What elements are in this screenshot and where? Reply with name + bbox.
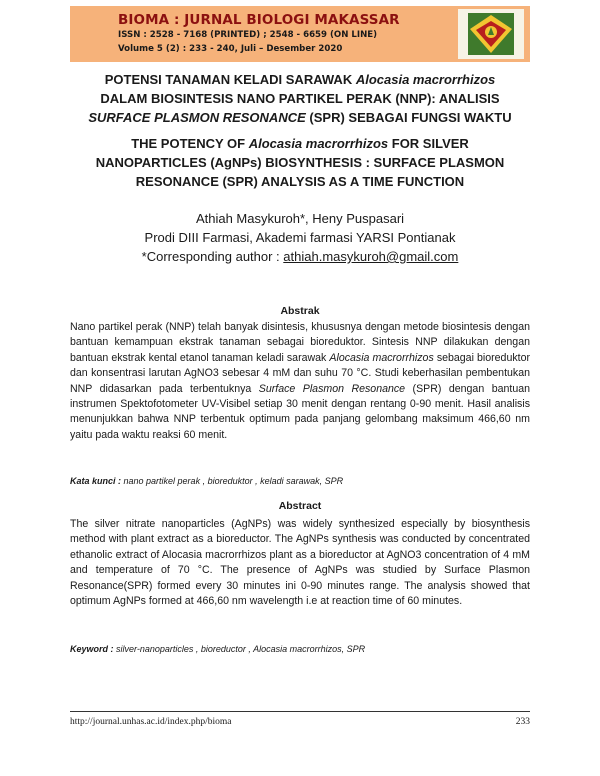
keyword-label: Keyword : xyxy=(70,644,114,654)
journal-issn: ISSN : 2528 - 7168 (PRINTED) ; 2548 - 6659 (ON LINE) xyxy=(118,30,378,40)
keyword xyxy=(70,644,530,654)
title-id-line-1: POTENSI TANAMAN KELADI SARAWAK Alocasia macrorrhizos xyxy=(104,72,496,87)
university-crest-icon xyxy=(458,9,524,59)
title-id-line-3: SURFACE PLASMON RESONANCE (SPR) SEBAGAI FUNGSI WAKTU xyxy=(88,110,512,125)
kata-kunci xyxy=(70,476,530,486)
kata-kunci-label: Kata kunci : xyxy=(70,476,122,486)
abstract-text: The silver nitrate nanoparticles (AgNPs) was widely synthesized especially by biosynthesis method with plant extract as a bioreductor. The AgNPs synthesis was conducted by concentrated ethanolic extract of Alocasia macrorrhizos plant as a bioreductor at AgNO3 concentration of 4 mM and temperature of 70 °C. The presence of AgNPs was studied by Surface Plasmon Resonance(SPR) formed every 30 minutes ini 0-90 minutes range. The analysis showed that optimum AgNPs formed at 466,60 nm wavelength i.e at reaction time of 60 minutes. xyxy=(70,518,530,608)
title-english xyxy=(70,134,530,191)
species-name: Alocasia macrorrhizos xyxy=(248,136,389,151)
author-block xyxy=(70,209,530,266)
page-number: 233 xyxy=(515,717,530,727)
journal-title: BIOMA : JURNAL BIOLOGI MAKASSAR xyxy=(118,12,400,28)
title-en-line-1: THE POTENCY OF Alocasia macrorrhizos FOR SILVER xyxy=(131,136,469,151)
title-en-line-2: NANOPARTICLES (AgNPs) BIOSYNTHESIS : SURFACE PLASMON xyxy=(95,155,505,170)
author-email-link[interactable]: athiah.masykuroh@gmail.com xyxy=(283,249,459,264)
author-affiliation: Prodi DIII Farmasi, Akademi farmasi YARSI Pontianak xyxy=(144,230,456,245)
abstrak-heading: Abstrak xyxy=(280,305,320,317)
kata-kunci-terms: nano partikel perak , bioreduktor , keladi sarawak, SPR xyxy=(121,476,344,486)
journal-url-link[interactable]: http://journal.unhas.ac.id/index.php/bioma xyxy=(70,717,232,727)
title-indonesian xyxy=(70,70,530,127)
author-names: Athiah Masykuroh*, Heny Puspasari xyxy=(195,211,405,226)
corresponding-author: *Corresponding author : athiah.masykuroh@gmail.com xyxy=(141,249,459,264)
keyword-terms: silver-nanoparticles , bioreductor , Alocasia macrorrhizos, SPR xyxy=(113,644,366,654)
abstract-heading: Abstract xyxy=(278,500,322,512)
title-id-line-2: DALAM BIOSINTESIS NANO PARTIKEL PERAK (NNP): ANALISIS xyxy=(100,91,500,106)
title-en-line-3: RESONANCE (SPR) ANALYSIS AS A TIME FUNCTION xyxy=(135,174,465,189)
footer-divider xyxy=(70,711,530,712)
journal-header xyxy=(70,6,530,62)
abstrak-text: Nano partikel perak (NNP) telah banyak disintesis, khususnya dengan metode biosintesis dengan bantuan kemampuan ekstrak tanaman sebagai bioreduktor. Sintesis NNP dilakukan dengan bantuan ekstrak kental etanol tanaman keladi sarawak Alocasia macrorrhizos sebagai bioreduktor dan konsentrasi larutan AgNO3 sebesar 4 mM dan suhu 70 °C. Studi keberhasilan pembentukan NNP didasarkan pada terbentuknya Surface Plasmon Resonance (SPR) dengan bantuan instrumen Spektofotometer UV-Visibel setiap 30 menit dengan rentang 0-90 menit. Hasil analisis menunjukkan bahwa NNP terbentuk optimum pada panjang gelombang maksimum 466,60 nm yaitu pada waktu reaksi 60 menit. xyxy=(70,321,530,441)
journal-volume: Volume 5 (2) : 233 - 240, Juli – Desember 2020 xyxy=(118,44,343,54)
species-name: Alocasia macrorrhizos xyxy=(355,72,496,87)
